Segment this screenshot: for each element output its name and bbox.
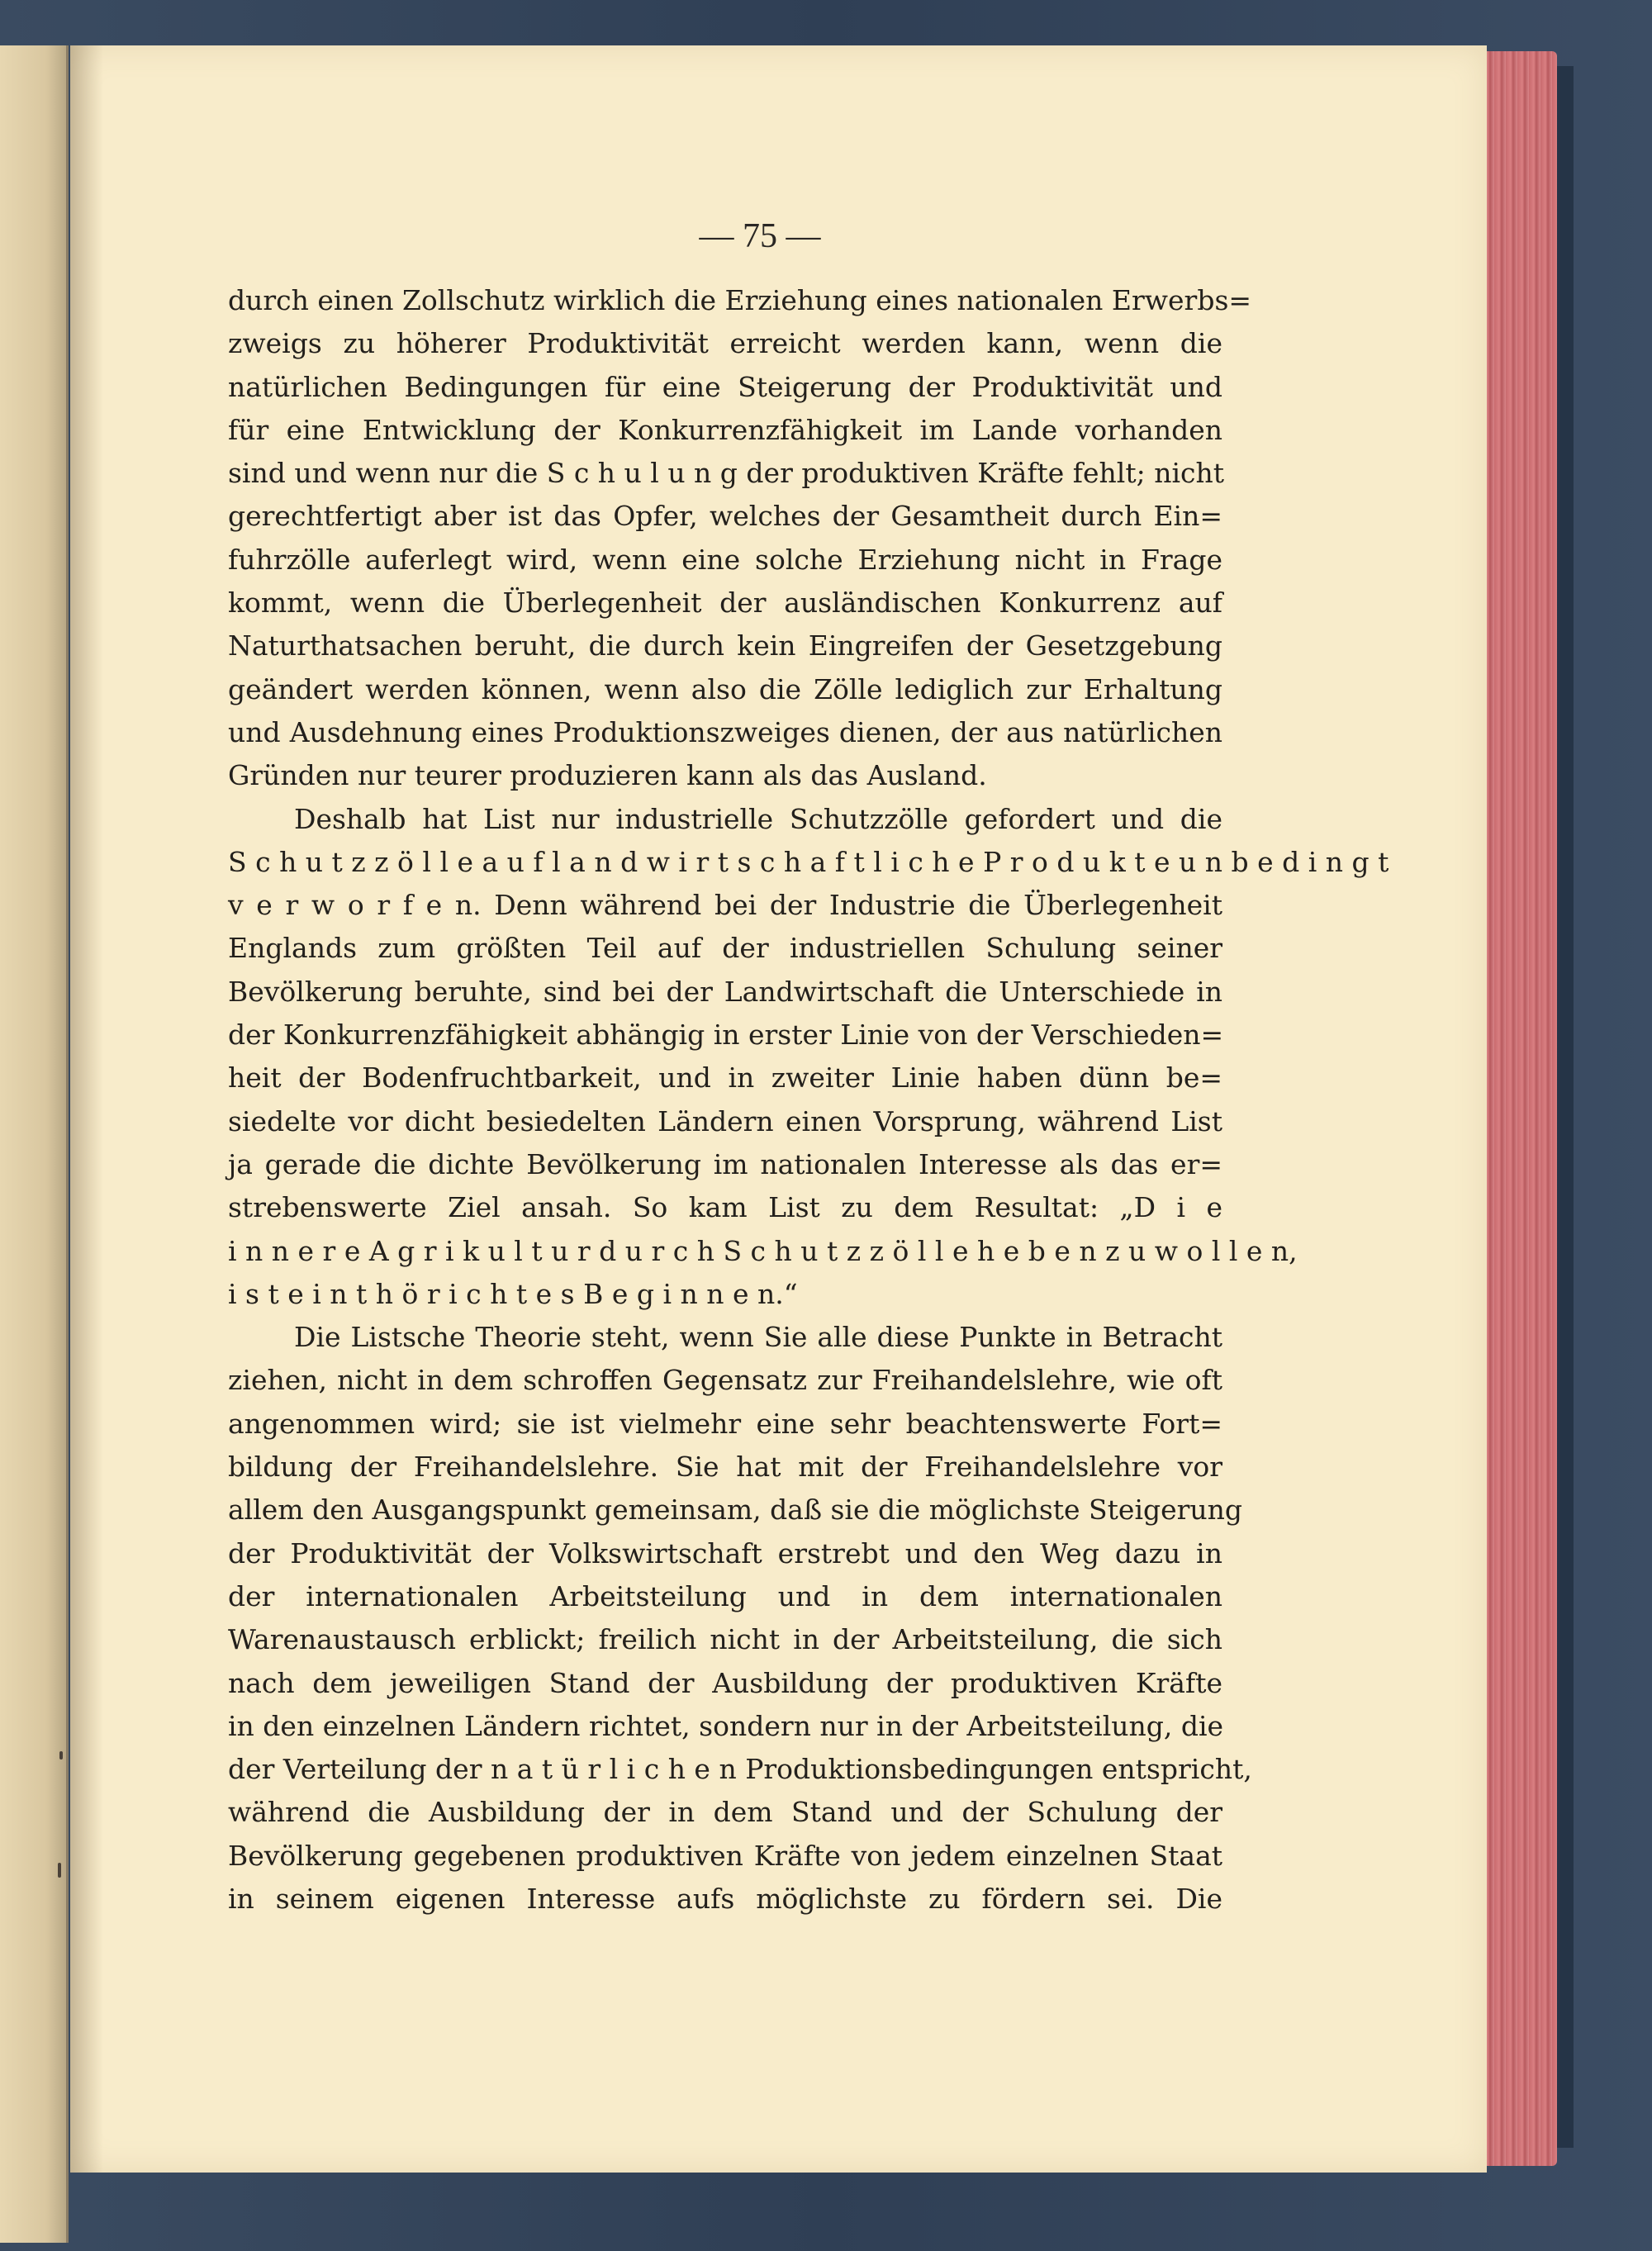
text-line: während die Ausbildung der in dem Stand und der Schulung der: [228, 1796, 1222, 1829]
text-line: Naturthatsachen beruht, die durch kein Eingreifen der Gesetzgebung: [228, 629, 1222, 662]
page-number: — 75 —: [699, 217, 821, 255]
text-line: strebenswerte Ziel ansah. So kam List zu dem Resultat: „D i e: [228, 1191, 1222, 1224]
text-line: gerechtfertigt aber ist das Opfer, welches der Gesamtheit durch Ein=: [228, 500, 1222, 533]
text-line: i s t e i n t h ö r i c h t e s B e g i n n e n.“: [228, 1277, 798, 1310]
text-line: Deshalb hat List nur industrielle Schutzzölle gefordert und die: [294, 802, 1222, 835]
text-line: der internationalen Arbeitsteilung und in dem internationalen: [228, 1579, 1222, 1612]
page-gutter: [70, 45, 103, 2173]
text-line: angenommen wird; sie ist vielmehr eine sehr beachtenswerte Fort=: [228, 1407, 1222, 1440]
text-line: Warenaustausch erblickt; freilich nicht in der Arbeitsteilung, die sich: [228, 1623, 1222, 1656]
text-line: Englands zum größten Teil auf der industriellen Schulung seiner: [228, 932, 1222, 965]
page-block-edges: [1483, 51, 1557, 2166]
text-line: der Produktivität der Volkswirtschaft erstrebt und den Weg dazu in: [228, 1536, 1222, 1570]
text-line: natürlichen Bedingungen für eine Steigerung der Produktivität und: [228, 370, 1222, 403]
text-line: der Konkurrenzfähigkeit abhängig in erster Linie von der Verschieden=: [228, 1019, 1224, 1052]
text-line: in den einzelnen Ländern richtet, sondern nur in der Arbeitsteilung, die: [228, 1709, 1224, 1742]
text-line: Bevölkerung beruhte, sind bei der Landwirtschaft die Unterschiede in: [228, 975, 1222, 1008]
text-line: S c h u t z z ö l l e a u f l a n d w i r t s c h a f t l i c h e P r o d u k t e u n b e d i n g t: [228, 845, 1389, 878]
text-line: zweigs zu höherer Produktivität erreicht werden kann, wenn die: [228, 327, 1222, 360]
left-page-edge: [0, 45, 69, 2243]
cover-shadow: [1557, 66, 1574, 2148]
text-line: bildung der Freihandelslehre. Sie hat mit der Freihandelslehre vor: [228, 1451, 1222, 1484]
text-line: nach dem jeweiligen Stand der Ausbildung der produktiven Kräfte: [228, 1666, 1222, 1699]
text-line: und Ausdehnung eines Produktionszweiges dienen, der aus natürlichen: [228, 715, 1222, 748]
margin-mark: [58, 1863, 61, 1878]
text-line: sind und wenn nur die S c h u l u n g der produktiven Kräfte fehlt; nicht: [228, 457, 1225, 490]
text-line: geändert werden können, wenn also die Zölle lediglich zur Erhaltung: [228, 672, 1222, 705]
text-line: heit der Bodenfruchtbarkeit, und in zweiter Linie haben dünn be=: [228, 1061, 1222, 1095]
text-line: Die Listsche Theorie steht, wenn Sie alle diese Punkte in Betracht: [294, 1321, 1222, 1354]
text-line: Bevölkerung gegebenen produktiven Kräfte von jedem einzelnen Staat: [228, 1839, 1222, 1872]
text-line: für eine Entwicklung der Konkurrenzfähigkeit im Lande vorhanden: [228, 413, 1222, 446]
text-line: der Verteilung der n a t ü r l i c h e n Produktionsbedingungen entspricht,: [228, 1753, 1252, 1786]
text-line: allem den Ausgangspunkt gemeinsam, daß sie die möglichste Steigerung: [228, 1494, 1243, 1527]
body-text: [228, 279, 1389, 1921]
text-line: Gründen nur teurer produzieren kann als das Ausland.: [228, 759, 987, 792]
text-line: durch einen Zollschutz wirklich die Erziehung eines nationalen Erwerbs=: [228, 284, 1252, 316]
text-line: ja gerade die dichte Bevölkerung im nationalen Interesse als das er=: [228, 1147, 1222, 1180]
text-line: v e r w o r f e n. Denn während bei der Industrie die Überlegenheit: [228, 889, 1222, 922]
margin-mark: [59, 1751, 63, 1759]
text-line: siedelte vor dicht besiedelten Ländern einen Vorsprung, während List: [228, 1104, 1222, 1137]
text-line: ziehen, nicht in dem schroffen Gegensatz zur Freihandelslehre, wie oft: [228, 1364, 1222, 1397]
text-line: in seinem eigenen Interesse aufs möglichste zu fördern sei. Die: [228, 1882, 1222, 1915]
text-line: kommt, wenn die Überlegenheit der ausländischen Konkurrenz auf: [228, 586, 1222, 620]
text-line: fuhrzölle auferlegt wird, wenn eine solche Erziehung nicht in Frage: [228, 543, 1222, 576]
text-line: i n n e r e A g r i k u l t u r d u r c h S c h u t z z ö l l e h e b e n z u w o l l e n,: [228, 1234, 1298, 1267]
